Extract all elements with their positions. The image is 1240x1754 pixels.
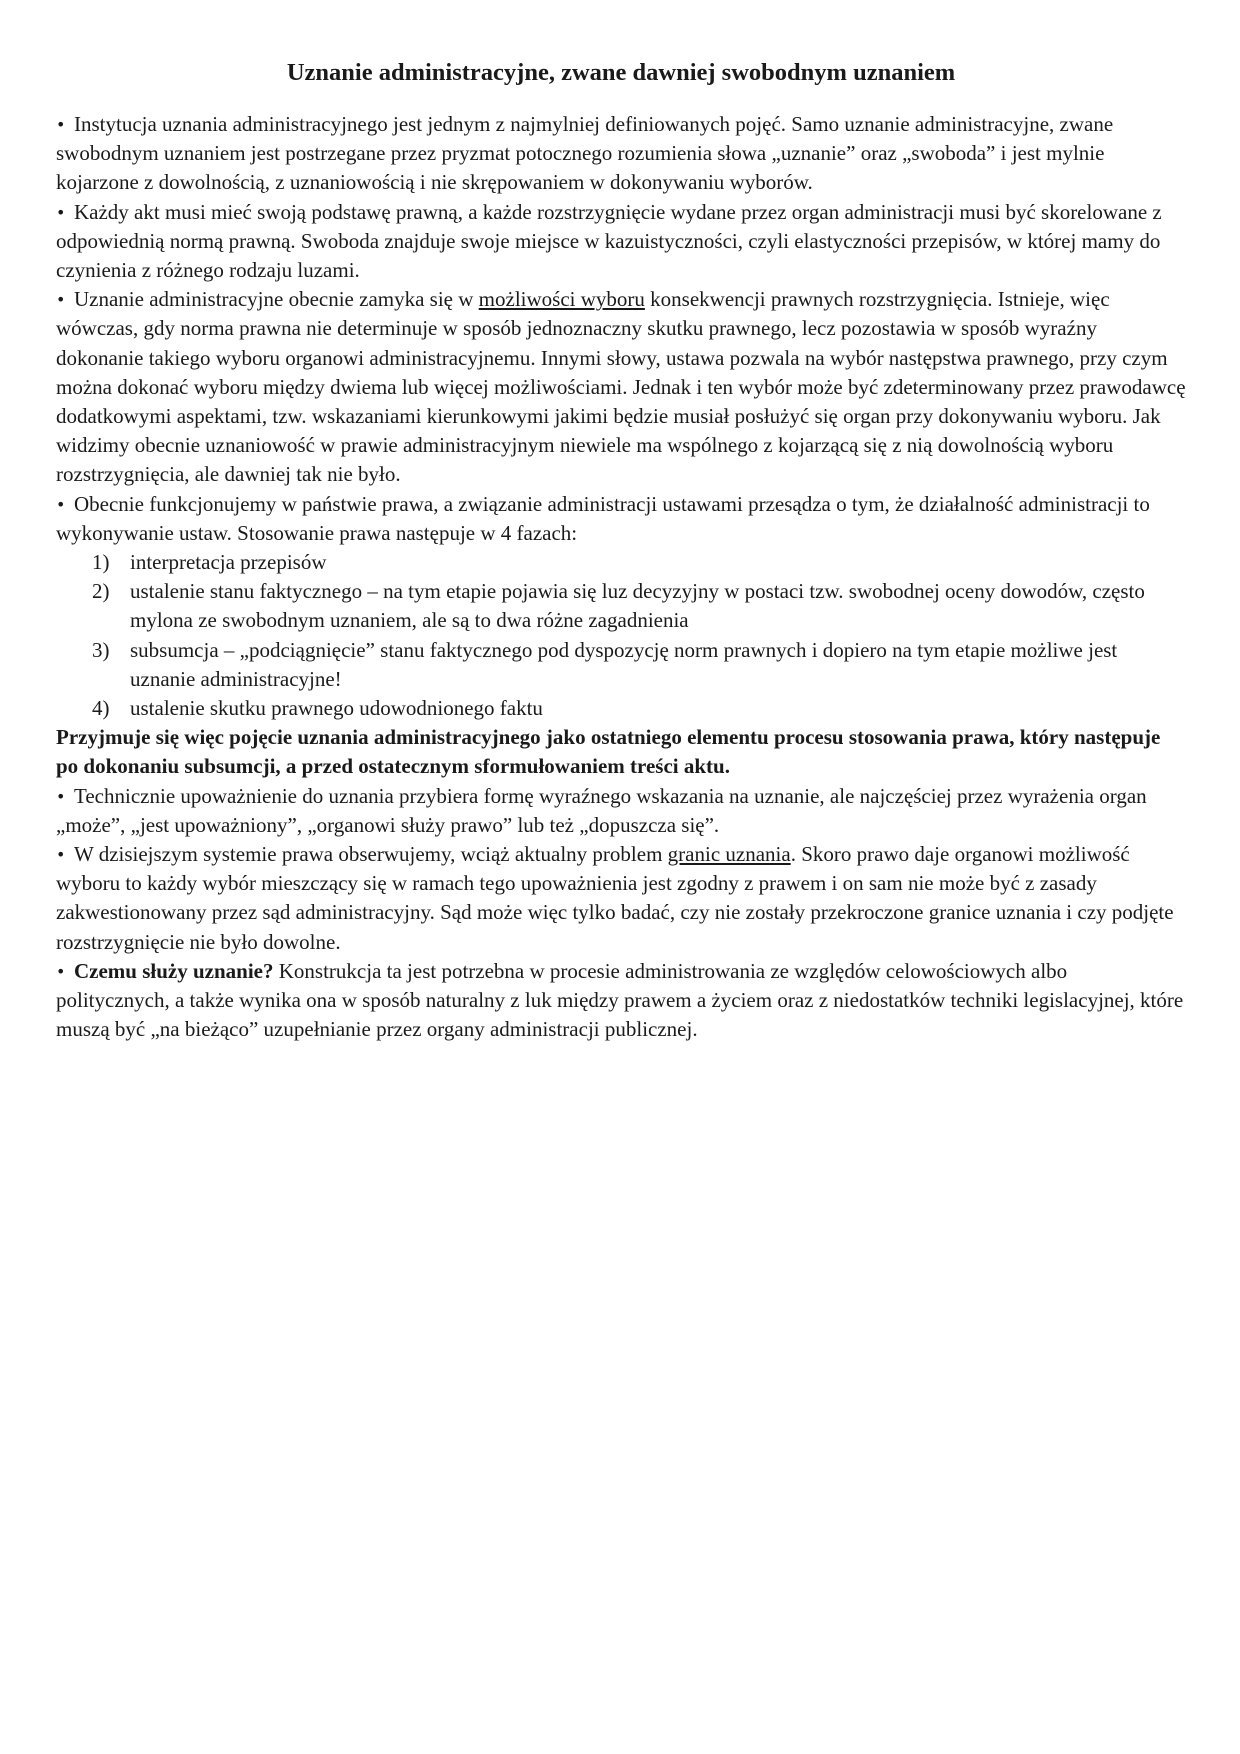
- bullet-icon: •: [56, 115, 66, 134]
- paragraph-7: [56, 957, 1186, 1045]
- paragraph-2-text: Każdy akt musi mieć swoją podstawę prawną, a każde rozstrzygnięcie wydane przez organ administracji musi być skorelowane z odpowiednią normą prawną. Swoboda znajduje swoje miejsce w kazuistyczności, czyli elastyczności przepisów, w której mamy do czynienia z różnego rodzaju luzami.: [56, 199, 1162, 283]
- list-item-text: ustalenie stanu faktycznego – na tym etapie pojawia się luz decyzyjny w postaci tzw. swobodnej oceny dowodów, często mylona ze swobodnym uznaniem, ale są to dwa różne zagadnienia: [130, 579, 1145, 633]
- paragraph-3-text-start: Uznanie administracyjne obecnie zamyka się w: [74, 287, 479, 312]
- list-item-number: 1): [92, 550, 110, 575]
- paragraph-2: [56, 198, 1186, 286]
- paragraph-3-text-end: konsekwencji prawnych rozstrzygnięcia. Istnieje, więc wówczas, gdy norma prawna nie determinuje w sposób jednoznaczny skutku prawnego, lecz pozostawia w sposób wyraźny dokonanie takiego wyboru organowi administracyjnemu. Innymi słowy, ustawa pozwala na wybór następstwa prawnego, przy czym można dokonać wyboru między dwiema lub więcej możliwościami. Jednak i ten wybór może być zdeterminowany przez prawodawcę dodatkowymi aspektami, tzw. wskazaniami kierunkowymi jakimi będzie musiał posłużyć się organ przy dokonywaniu wyboru. Jak widzimy obecnie uznaniowość w prawie administracyjnym niewiele ma wspólnego z kojarzącą się z nią dowolnością wyboru rozstrzygnięcia, ale dawniej tak nie było.: [56, 287, 1186, 487]
- list-item: [56, 577, 1186, 635]
- paragraph-4: [56, 490, 1186, 548]
- list-item-text: interpretacja przepisów: [130, 550, 327, 575]
- list-item-text: subsumcja – „podciągnięcie” stanu faktycznego pod dyspozycję norm prawnych i dopiero na tym etapie możliwe jest uznanie administracyjne!: [130, 637, 1118, 691]
- bullet-icon: •: [56, 494, 66, 514]
- phases-list: [56, 548, 1186, 723]
- underlined-term-mozliwosci-wyboru: możliwości wyboru: [478, 287, 645, 312]
- list-item-number: 2): [92, 579, 110, 604]
- bullet-icon: •: [56, 786, 66, 806]
- paragraph-6: [56, 840, 1186, 957]
- conclusion-bold-paragraph: Przyjmuje się więc pojęcie uznania administracyjnego jako ostatniego elementu procesu stosowania prawa, który następuje po dokonaniu subsumcji, a przed ostatecznym sformułowaniem treści aktu.: [56, 725, 1161, 779]
- document-title: Uznanie administracyjne, zwane dawniej swobodnym uznaniem: [286, 59, 956, 86]
- paragraph-6-text-start: W dzisiejszym systemie prawa obserwujemy, wciąż aktualny problem: [74, 842, 668, 867]
- paragraph-5: [56, 782, 1186, 840]
- paragraph-7-text: Konstrukcja ta jest potrzebna w procesie administrowania ze względów celowościowych albo politycznych, a także wynika ona w sposób naturalny z luk między prawem a życiem oraz z niedostatków techniki legislacyjnej, które muszą być „na bieżąco” uzupełnianie przez organy administracji publicznej.: [56, 958, 1184, 1042]
- bullet-icon: •: [56, 961, 66, 981]
- list-item: [56, 694, 1186, 723]
- list-item-number: 3): [92, 637, 110, 662]
- list-item-text: ustalenie skutku prawnego udowodnionego faktu: [130, 696, 543, 721]
- underlined-term-granic-uznania: granic uznania: [667, 842, 791, 867]
- list-item: [56, 636, 1186, 694]
- paragraph-5-text: Technicznie upoważnienie do uznania przybiera formę wyraźnego wskazania na uznanie, ale najczęściej przez wyrażenia organ „może”, „jest upoważniony”, „organowi służy prawo” lub też „dopuszcza się”.: [56, 783, 1147, 837]
- bullet-icon: •: [56, 202, 66, 222]
- bullet-icon: •: [56, 845, 66, 865]
- paragraph-4-text: Obecnie funkcjonujemy w państwie prawa, a związanie administracji ustawami przesądza o tym, że działalność administracji to wykonywanie ustaw. Stosowanie prawa następuje w 4 fazach:: [56, 491, 1150, 545]
- paragraph-1: [56, 110, 1186, 198]
- list-item-number: 4): [92, 696, 110, 721]
- paragraph-6-text-end: . Skoro prawo daje organowi możliwość wyboru to każdy wybór mieszczący się w ramach tego upoważnienia jest zgodny z prawem i on sam nie może być z zasady zakwestionowany przez sąd administracyjny. Sąd może więc tylko badać, czy nie zostały przekroczone granice uznania i czy podjęte rozstrzygnięcie nie było dowolne.: [56, 842, 1174, 954]
- list-item: [56, 548, 1186, 577]
- paragraph-1-text: Instytucja uznania administracyjnego jest jednym z najmylniej definiowanych pojęć. Samo uznanie administracyjne, zwane swobodnym uznaniem jest postrzegane przez pryzmat potocznego rozumienia słowa „uznanie” oraz „swoboda” i jest mylnie kojarzone z dowolnością, z uznaniowością i nie skrępowaniem w dokonywaniu wyborów.: [56, 112, 1114, 195]
- document-page: [56, 56, 1186, 1045]
- paragraph-3: [56, 285, 1186, 489]
- bullet-icon: •: [56, 290, 66, 310]
- paragraph-7-bold-question: Czemu służy uznanie?: [74, 958, 274, 983]
